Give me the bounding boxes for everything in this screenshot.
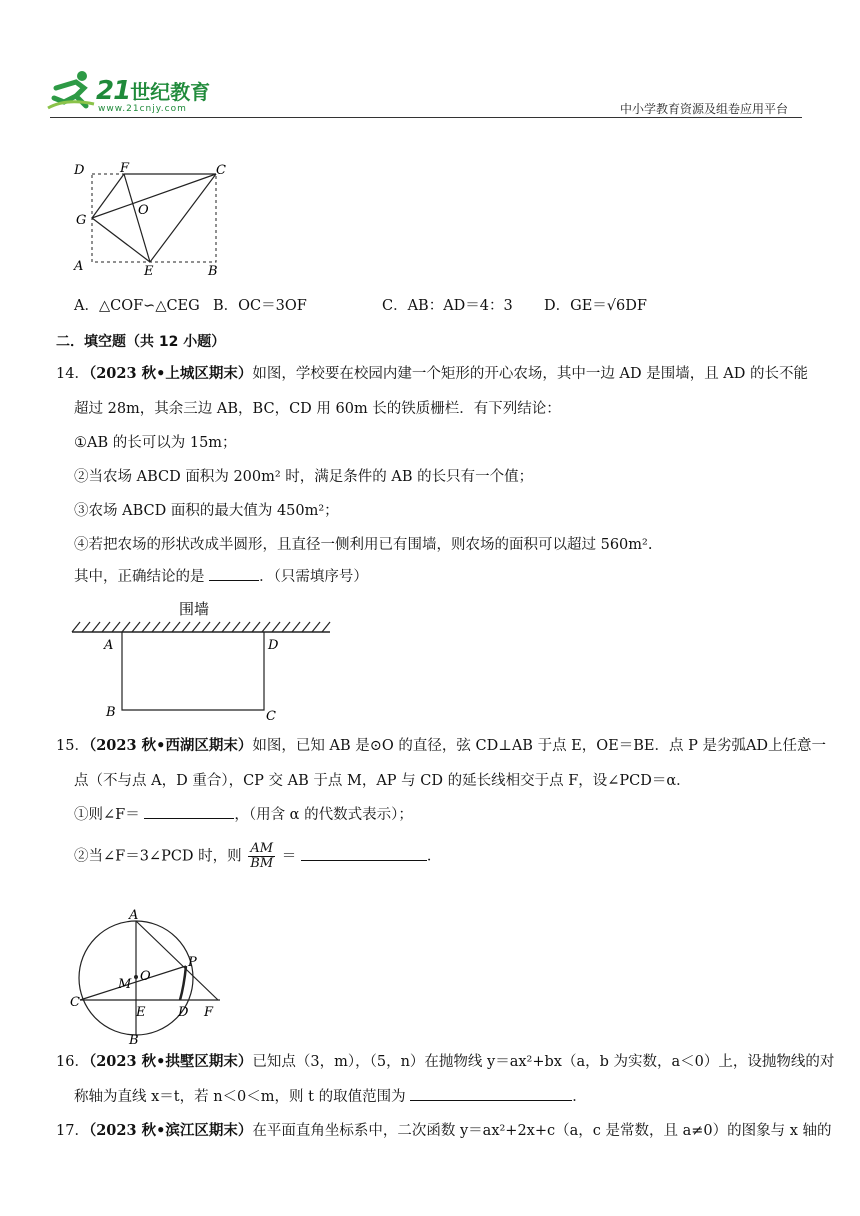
- q15-source: （2023 秋•西湖区期末）: [88, 737, 253, 754]
- q14-conclusion-2: ②当农场 ABCD 面积为 200m² 时，满足条件的 AB 的长只有一个值；: [74, 469, 534, 485]
- q15-sub1-post: ，（用含 α 的代数式表示）；: [234, 807, 413, 823]
- q14-conclusion-3: ③农场 ABCD 面积的最大值为 450m²；: [74, 503, 339, 519]
- q15-blank-2[interactable]: [301, 846, 427, 861]
- q15-figure: [66, 904, 228, 1044]
- fraction-numerator: AM: [248, 842, 275, 857]
- label-g: G: [76, 213, 87, 228]
- logo-text: [96, 76, 210, 106]
- q14-source: （2023 秋•上城区期末）: [88, 365, 253, 382]
- q15-text1: 如图，已知 AB 是⊙O 的直径，弦 CD⊥AB 于点 E，OE＝BE．点 P 是劣弧AD上任意一: [252, 738, 827, 754]
- q15-blank-1[interactable]: [144, 804, 234, 819]
- label-e: E: [136, 1005, 146, 1020]
- label-e: E: [144, 264, 154, 279]
- farm-fence: [122, 632, 264, 710]
- header: [0, 0, 860, 120]
- q15-sub2-pre: ②当∠F＝3∠PCD 时，则: [74, 848, 242, 865]
- q17-text1: 在平面直角坐标系中，二次函数 y＝ax²+2x+c（a，c 是常数，且 a≠0）的图象与 x 轴的: [252, 1123, 832, 1139]
- logo-brand: 世纪教育: [130, 80, 211, 104]
- q17-source: （2023 秋•滨江区期末）: [88, 1122, 253, 1139]
- q16-source: （2023 秋•拱墅区期末）: [88, 1053, 253, 1070]
- q14-ask-post: ．（只需填序号）: [259, 569, 368, 585]
- q17-number: 17．: [56, 1123, 89, 1139]
- option-d: D．GE＝√6DF: [543, 298, 647, 314]
- label-c: C: [70, 995, 80, 1010]
- q17-line1: [56, 1121, 832, 1141]
- q14-line2: 超过 28m，其余三边 AB，BC，CD 用 60m 长的铁质栅栏．有下列结论：: [74, 401, 561, 417]
- q16-line2-post: ．: [572, 1089, 587, 1105]
- q15-line2: 点（不与点 A，D 重合），CP 交 AB 于点 M，AP 与 CD 的延长线相交于点 F，设∠PCD＝α．: [74, 773, 691, 789]
- label-c: C: [216, 163, 226, 178]
- logo-url: www.21cnjy.com: [98, 104, 187, 114]
- q13-figure: [66, 158, 236, 280]
- q14-conclusion-1: ①AB 的长可以为 15m；: [74, 435, 237, 451]
- q16-line2-pre: 称轴为直线 x＝t，若 n＜0＜m，则 t 的取值范围为: [74, 1089, 406, 1105]
- q16-answer-blank[interactable]: [410, 1086, 572, 1101]
- label-d: D: [74, 163, 85, 178]
- header-divider: [50, 117, 802, 118]
- label-d: D: [178, 1005, 189, 1020]
- label-b: B: [106, 705, 116, 720]
- option-c: C．AB：AD＝4：3: [381, 298, 513, 314]
- label-o: O: [140, 969, 151, 984]
- option-b: B．OC＝3OF: [212, 298, 307, 314]
- wall-hatching: [72, 622, 330, 632]
- label-c: C: [266, 709, 276, 724]
- logo-runner-icon: [46, 68, 98, 112]
- label-a: A: [129, 908, 139, 923]
- label-f: F: [204, 1005, 214, 1020]
- label-m: M: [118, 977, 132, 992]
- q14-answer-blank[interactable]: [209, 566, 259, 581]
- section-title: 二．填空题（共 12 小题）: [56, 334, 226, 350]
- fraction-denominator: BM: [250, 856, 274, 871]
- q14-line1: [56, 364, 808, 384]
- q15-equals: ＝: [281, 848, 297, 865]
- q15-sub1-pre: ①则∠F＝: [74, 807, 140, 823]
- q14-number: 14．: [56, 366, 89, 382]
- q15-line1: [56, 736, 826, 756]
- rectangle-abcd: [92, 174, 216, 262]
- q14-figure: [68, 596, 334, 724]
- q14-ask: [74, 566, 368, 587]
- label-p: P: [188, 955, 197, 970]
- q15-sub1: [74, 804, 413, 825]
- label-a: A: [104, 638, 114, 653]
- label-b: B: [208, 264, 218, 279]
- q16-line2: [74, 1086, 587, 1107]
- fraction-am-bm: [248, 842, 275, 871]
- label-o: O: [138, 203, 149, 218]
- q16-text1: 已知点（3，m），（5，n）在抛物线 y＝ax²+bx（a，b 为实数，a＜0）上，设抛物线的对: [252, 1054, 835, 1070]
- q15-number: 15．: [56, 738, 89, 754]
- q15-sub2-post: ．: [426, 848, 442, 865]
- platform-name: 中小学教育资源及组卷应用平台: [620, 102, 789, 116]
- label-a: A: [74, 259, 84, 274]
- label-f: F: [120, 161, 130, 176]
- label-b: B: [129, 1033, 139, 1044]
- q14-text1: 如图，学校要在校园内建一个矩形的开心农场，其中一边 AD 是围墙，且 AD 的长不能: [252, 366, 809, 382]
- wall-label: 围墙: [179, 600, 210, 618]
- q16-line1: [56, 1052, 834, 1072]
- q14-conclusion-4: ④若把农场的形状改成半圆形，且直径一侧利用已有围墙，则农场的面积可以超过 560m².: [74, 537, 653, 553]
- q15-sub2: [74, 842, 441, 871]
- q16-number: 16．: [56, 1054, 89, 1070]
- option-a: A．△COF∽△CEG: [74, 298, 200, 314]
- label-d: D: [268, 638, 279, 653]
- logo-number: 21: [96, 76, 131, 106]
- q14-ask-pre: 其中，正确结论的是: [74, 569, 205, 585]
- q13-options: [74, 296, 647, 316]
